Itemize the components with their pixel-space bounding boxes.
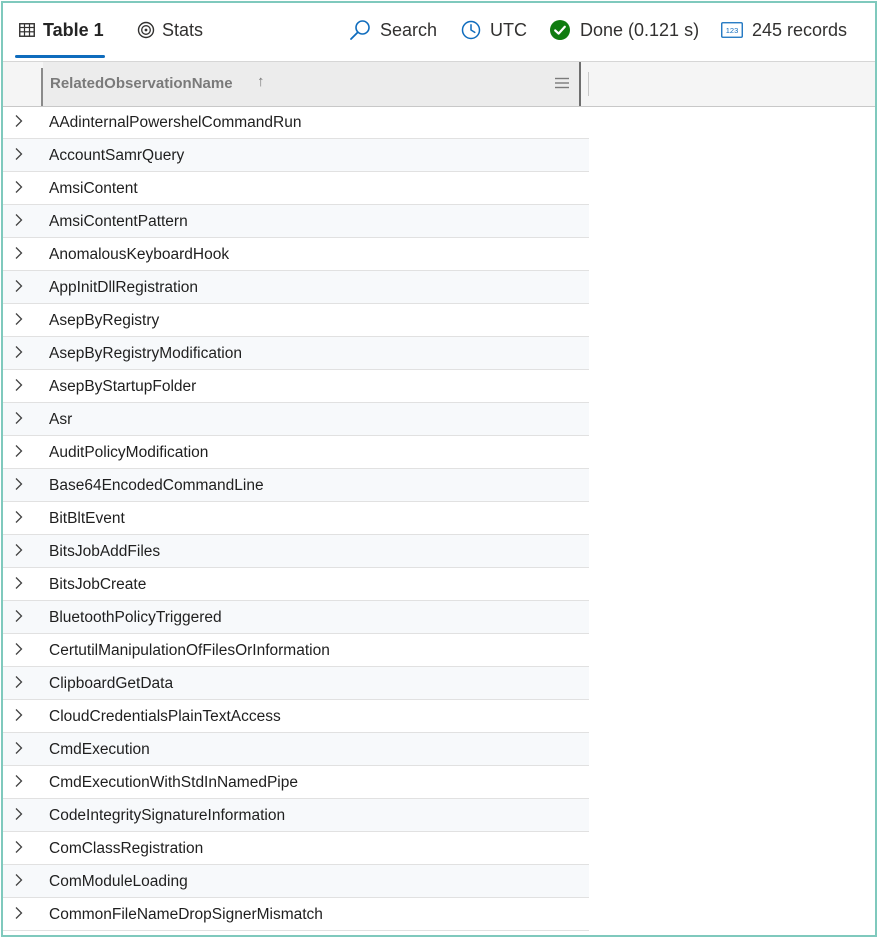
results-grid <box>3 61 875 935</box>
status-label: Done (0.121 s) <box>580 19 700 40</box>
table-row[interactable] <box>3 205 589 238</box>
cell-related-observation-name: CommonFileNameDropSignerMismatch <box>49 906 323 923</box>
cell-related-observation-name: ComClassRegistration <box>49 840 204 857</box>
grid-header <box>3 61 875 107</box>
chevron-right-icon[interactable] <box>14 378 24 392</box>
chevron-right-icon[interactable] <box>14 477 24 491</box>
chevron-right-icon[interactable] <box>14 840 24 854</box>
cell-related-observation-name: Base64EncodedCommandLine <box>49 477 264 494</box>
table-row[interactable] <box>3 172 589 205</box>
chevron-right-icon[interactable] <box>14 807 24 821</box>
cell-related-observation-name: AuditPolicyModification <box>49 444 209 461</box>
cell-related-observation-name: BitsJobCreate <box>49 576 147 593</box>
results-toolbar <box>3 3 875 63</box>
table-row[interactable] <box>3 634 589 667</box>
column-header-related-observation-name[interactable] <box>43 62 579 106</box>
table-row[interactable] <box>3 898 589 931</box>
table-row[interactable] <box>3 139 589 172</box>
chevron-right-icon[interactable] <box>14 543 24 557</box>
cell-related-observation-name: CertutilManipulationOfFilesOrInformation <box>49 642 330 659</box>
column-resize-handle[interactable] <box>579 62 581 106</box>
grid-body <box>3 106 589 931</box>
search-button[interactable] <box>349 3 437 57</box>
table-row[interactable] <box>3 700 589 733</box>
table-row[interactable] <box>3 403 589 436</box>
cell-related-observation-name: AsepByRegistryModification <box>49 345 242 362</box>
cell-related-observation-name: AmsiContentPattern <box>49 213 188 230</box>
chevron-right-icon[interactable] <box>14 741 24 755</box>
cell-related-observation-name: CmdExecution <box>49 741 150 758</box>
tab-stats[interactable] <box>137 3 203 57</box>
cell-related-observation-name: AsepByStartupFolder <box>49 378 197 395</box>
chevron-right-icon[interactable] <box>14 246 24 260</box>
chevron-right-icon[interactable] <box>14 609 24 623</box>
table-row[interactable] <box>3 535 589 568</box>
table-row[interactable] <box>3 502 589 535</box>
search-icon <box>349 19 371 41</box>
table-row[interactable] <box>3 370 589 403</box>
numbers-icon <box>721 22 743 38</box>
chevron-right-icon[interactable] <box>14 279 24 293</box>
table-row[interactable] <box>3 469 589 502</box>
sort-ascending-icon[interactable]: ↑ <box>257 73 265 90</box>
table-row[interactable] <box>3 271 589 304</box>
chevron-right-icon[interactable] <box>14 675 24 689</box>
cell-related-observation-name: CloudCredentialsPlainTextAccess <box>49 708 281 725</box>
table-row[interactable] <box>3 568 589 601</box>
column-header-label: RelatedObservationName <box>50 75 233 92</box>
table-row[interactable] <box>3 238 589 271</box>
check-circle-icon <box>549 19 571 41</box>
tab-stats-label: Stats <box>162 19 204 40</box>
chevron-right-icon[interactable] <box>14 147 24 161</box>
stats-icon <box>137 21 155 39</box>
column-divider <box>588 72 589 96</box>
svg-text:123: 123 <box>725 26 739 36</box>
record-count <box>721 3 847 57</box>
table-row[interactable] <box>3 337 589 370</box>
table-row[interactable] <box>3 601 589 634</box>
clock-icon <box>461 20 481 40</box>
cell-related-observation-name: BitsJobAddFiles <box>49 543 161 560</box>
cell-related-observation-name: CmdExecutionWithStdInNamedPipe <box>49 774 298 791</box>
cell-related-observation-name: ClipboardGetData <box>49 675 174 692</box>
cell-related-observation-name: Asr <box>49 411 73 428</box>
chevron-right-icon[interactable] <box>14 180 24 194</box>
cell-related-observation-name: AppInitDllRegistration <box>49 279 199 296</box>
table-row[interactable] <box>3 766 589 799</box>
table-row[interactable] <box>3 799 589 832</box>
cell-related-observation-name: AccountSamrQuery <box>49 147 185 164</box>
table-row[interactable] <box>3 733 589 766</box>
table-row[interactable] <box>3 667 589 700</box>
chevron-right-icon[interactable] <box>14 906 24 920</box>
tab-table[interactable] <box>15 3 107 57</box>
table-row[interactable] <box>3 436 589 469</box>
table-row[interactable] <box>3 832 589 865</box>
cell-related-observation-name: BluetoothPolicyTriggered <box>49 609 222 626</box>
cell-related-observation-name: AsepByRegistry <box>49 312 160 329</box>
column-menu-icon[interactable] <box>555 77 569 89</box>
chevron-right-icon[interactable] <box>14 411 24 425</box>
cell-related-observation-name: AAdinternalPowershelCommandRun <box>49 114 302 131</box>
chevron-right-icon[interactable] <box>14 774 24 788</box>
table-row[interactable] <box>3 106 589 139</box>
table-row[interactable] <box>3 865 589 898</box>
chevron-right-icon[interactable] <box>14 213 24 227</box>
active-tab-indicator <box>15 55 105 58</box>
cell-related-observation-name: CodeIntegritySignatureInformation <box>49 807 286 824</box>
tab-table-label: Table 1 <box>43 19 104 40</box>
chevron-right-icon[interactable] <box>14 642 24 656</box>
chevron-right-icon[interactable] <box>14 576 24 590</box>
cell-related-observation-name: AnomalousKeyboardHook <box>49 246 230 263</box>
table-row[interactable] <box>3 304 589 337</box>
chevron-right-icon[interactable] <box>14 345 24 359</box>
timezone-label: UTC <box>490 19 527 40</box>
results-panel <box>1 1 877 937</box>
chevron-right-icon[interactable] <box>14 708 24 722</box>
query-status <box>549 3 699 57</box>
chevron-right-icon[interactable] <box>14 312 24 326</box>
chevron-right-icon[interactable] <box>14 873 24 887</box>
cell-related-observation-name: ComModuleLoading <box>49 873 188 890</box>
search-label: Search <box>380 19 438 40</box>
chevron-right-icon[interactable] <box>14 114 24 128</box>
chevron-right-icon[interactable] <box>14 510 24 524</box>
chevron-right-icon[interactable] <box>14 444 24 458</box>
cell-related-observation-name: AmsiContent <box>49 180 138 197</box>
timezone-button[interactable] <box>461 3 527 57</box>
records-label: 245 records <box>752 19 848 40</box>
table-icon <box>19 23 35 37</box>
cell-related-observation-name: BitBltEvent <box>49 510 125 527</box>
